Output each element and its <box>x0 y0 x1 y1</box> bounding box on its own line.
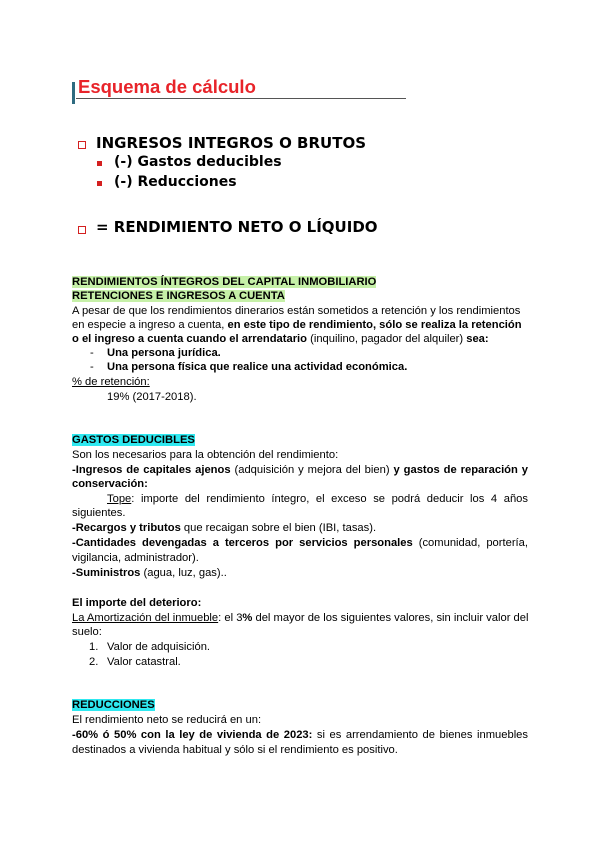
dash-bullet-icon: - <box>90 347 94 359</box>
section-heading: GASTOS DEDUCIBLES <box>72 434 195 446</box>
paragraph-line: La Amortización del inmueble: el 3% del mayor de los siguientes valores, sin incluir valor del <box>72 612 529 624</box>
paragraph-line: siguientes. <box>72 507 126 519</box>
scheme-net: = RENDIMIENTO NETO O LÍQUIDO <box>96 218 378 236</box>
retention-value: 19% (2017-2018). <box>107 391 197 403</box>
paragraph-line: suelo: <box>72 626 102 638</box>
hollow-square-bullet-icon <box>78 226 86 234</box>
red-square-bullet-icon <box>97 181 102 186</box>
paragraph-line: en especie a ingreso a cuenta, en este tipo de rendimiento, sólo se realiza la retención <box>72 319 522 331</box>
list-item: Valor catastral. <box>107 656 181 668</box>
subsection-heading: El importe del deterioro: <box>72 597 202 609</box>
title-accent-bar <box>72 82 75 104</box>
paragraph-line: o el ingreso a cuenta cuando el arrendatario (inquilino, pagador del alquiler) sea: <box>72 333 489 345</box>
paragraph-line: Son los necesarios para la obtención del rendimiento: <box>72 449 339 461</box>
section-heading: RENDIMIENTOS ÍNTEGROS DEL CAPITAL INMOBILIARIO <box>72 276 377 288</box>
retention-label: % de retención: <box>72 376 150 388</box>
paragraph-line: -Cantidades devengadas a terceros por servicios personales (comunidad, portería, <box>72 537 528 549</box>
paragraph-line: conservación: <box>72 478 148 490</box>
dash-bullet-icon: - <box>90 361 94 373</box>
page-title: Esquema de cálculo <box>78 76 256 97</box>
scheme-deductible: (-) Gastos deducibles <box>114 154 282 170</box>
list-item: Una persona jurídica. <box>107 347 221 359</box>
scheme-reductions: (-) Reducciones <box>114 174 237 190</box>
paragraph-line: -Ingresos de capitales ajenos (adquisición y mejora del bien) y gastos de reparación y <box>72 464 529 476</box>
paragraph-line: A pesar de que los rendimientos dinerarios están sometidos a retención y los rendimientos <box>72 305 521 317</box>
scheme-gross: INGRESOS INTEGROS O BRUTOS <box>96 134 366 152</box>
paragraph-line: destinados a vivienda habitual y sólo si el rendimiento es positivo. <box>72 744 398 756</box>
paragraph-line: El rendimiento neto se reducirá en un: <box>72 714 262 726</box>
title-underline <box>76 98 406 99</box>
paragraph-line: vigilancia, administrador). <box>72 552 199 564</box>
paragraph-line: Tope: importe del rendimiento íntegro, el exceso se podrá deducir los 4 años <box>107 493 528 505</box>
list-item: Una persona física que realice una actividad económica. <box>107 361 408 373</box>
paragraph-line: -Recargos y tributos que recaigan sobre el bien (IBI, tasas). <box>72 522 377 534</box>
title-block <box>72 76 406 100</box>
section-subheading: RETENCIONES E INGRESOS A CUENTA <box>72 290 285 302</box>
red-square-bullet-icon <box>97 161 102 166</box>
list-item: Valor de adquisición. <box>107 641 211 653</box>
paragraph-line: -Suministros (agua, luz, gas).. <box>72 567 227 579</box>
paragraph-line: -60% ó 50% con la ley de vivienda de 2023: si es arrendamiento de bienes inmuebles <box>72 729 528 741</box>
list-number: 2. <box>89 656 99 668</box>
section-heading: REDUCCIONES <box>72 699 155 711</box>
hollow-square-bullet-icon <box>78 141 86 149</box>
list-number: 1. <box>89 641 99 653</box>
